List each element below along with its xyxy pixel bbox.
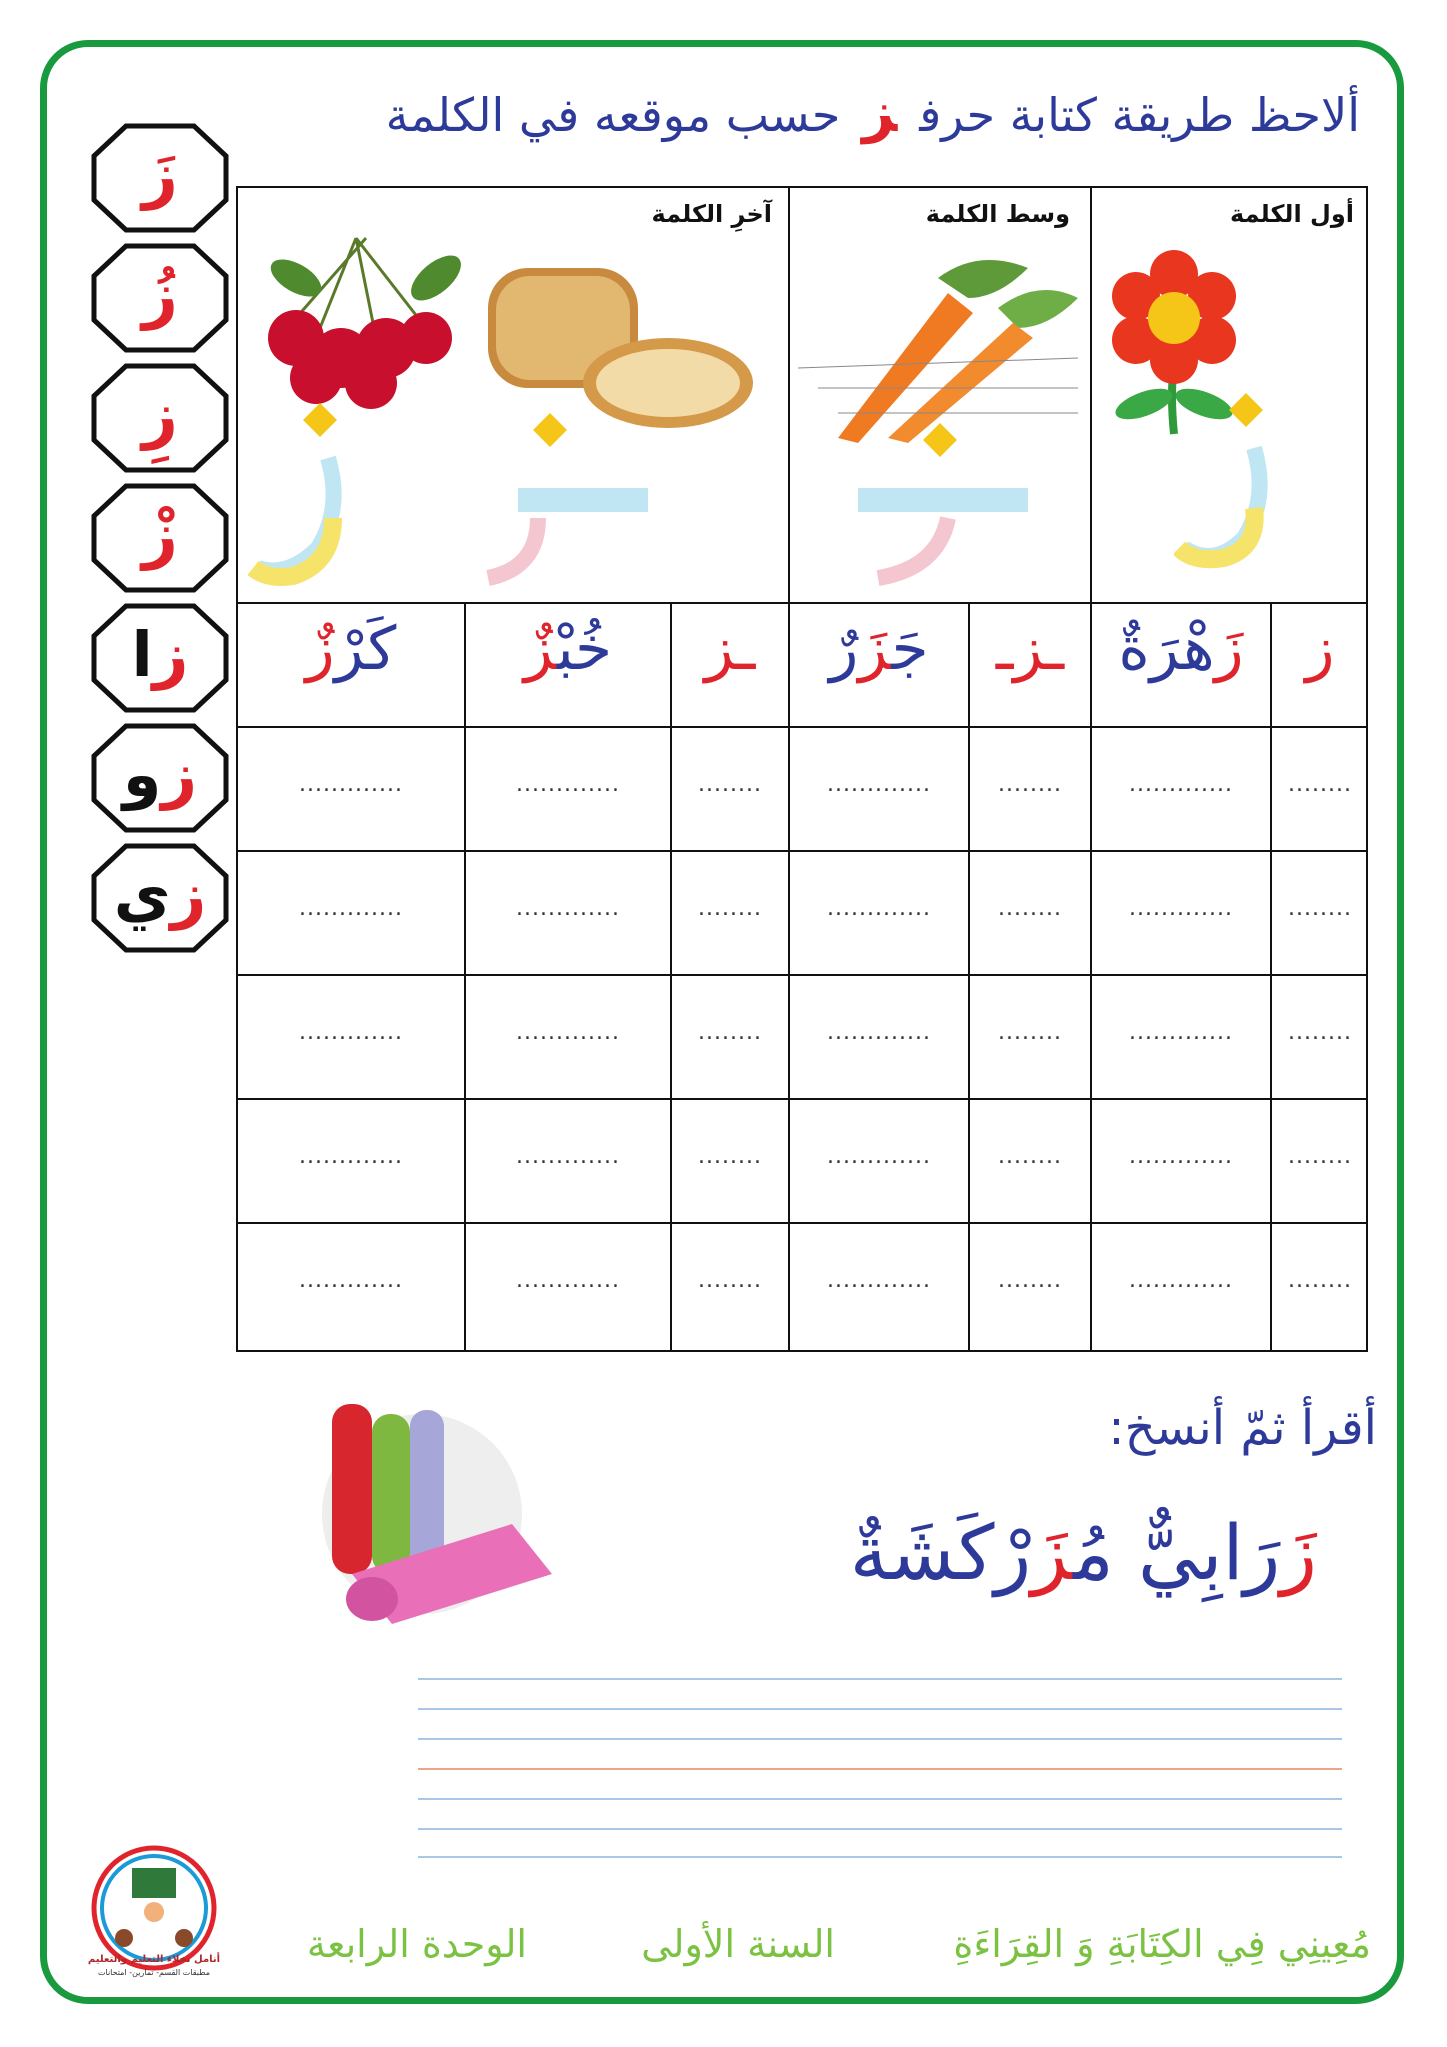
section-title-first: أول الكلمة xyxy=(1230,200,1354,228)
logo xyxy=(84,1842,224,1986)
writing-blank[interactable]: ............. xyxy=(516,1020,620,1045)
writing-blank[interactable]: ........ xyxy=(1288,1144,1352,1169)
footer-unit: الوحدة الرابعة xyxy=(306,1922,527,1966)
writing-blank[interactable]: ............. xyxy=(827,1268,931,1293)
guide-line xyxy=(418,1678,1342,1680)
cherries-image xyxy=(256,218,466,422)
octagon-letter: زِ xyxy=(142,378,178,451)
writing-blank[interactable]: ........ xyxy=(698,1144,762,1169)
guide-line xyxy=(418,1738,1342,1740)
word-part: زٌ xyxy=(523,614,557,684)
phrase-part: رَابِيٌّ مُ xyxy=(1073,1508,1281,1597)
word-part: ز xyxy=(1305,614,1335,684)
writing-blank[interactable]: ........ xyxy=(998,896,1062,921)
column-divider xyxy=(1270,602,1272,1352)
writing-blank[interactable]: ........ xyxy=(998,772,1062,797)
writing-blank[interactable]: ........ xyxy=(698,772,762,797)
word-letter-medial xyxy=(970,614,1090,684)
octagon-damma xyxy=(90,242,230,354)
writing-blank[interactable]: ........ xyxy=(1288,896,1352,921)
octagon-letter: ز xyxy=(170,858,207,931)
writing-blank[interactable]: ........ xyxy=(1288,772,1352,797)
row-divider xyxy=(238,1222,1366,1224)
section-divider xyxy=(788,188,790,602)
guide-line xyxy=(418,1708,1342,1710)
octagon-letter: ز xyxy=(152,618,189,691)
row-divider xyxy=(238,1098,1366,1100)
octagon-waw xyxy=(90,722,230,834)
writing-blank[interactable]: ........ xyxy=(998,1268,1062,1293)
carpets-image xyxy=(312,1394,562,1638)
octagon-rest: ي xyxy=(113,858,171,931)
writing-blank[interactable]: ............. xyxy=(1129,1268,1233,1293)
title-before: ألاحظ طريقة كتابة حرف xyxy=(919,88,1360,142)
column-divider xyxy=(968,602,970,1352)
octagon-rest: و xyxy=(122,738,162,811)
writing-blank[interactable]: ............. xyxy=(516,896,620,921)
column-divider xyxy=(1090,602,1092,1352)
octagon-letter: زَ xyxy=(142,138,178,211)
octagon-letter: ز xyxy=(161,738,198,811)
section-title-middle: وسط الكلمة xyxy=(925,200,1070,228)
logo-subtitle: مطبقات القسم- تمارين- امتحانات xyxy=(97,1968,211,1977)
octagon-sukun xyxy=(90,482,230,594)
copy-phrase xyxy=(850,1508,1317,1597)
writing-blank[interactable]: ............. xyxy=(516,1268,620,1293)
word-letter-isolated xyxy=(1272,614,1368,684)
octagon-text xyxy=(90,842,230,954)
column-divider xyxy=(670,602,672,1352)
row-divider xyxy=(238,850,1366,852)
footer-book-title: مُعِينِي فِي الكِتَابَةِ وَ القِرَاءَةِ xyxy=(953,1922,1371,1966)
writing-blank[interactable]: ........ xyxy=(998,1020,1062,1045)
writing-blank[interactable]: ............. xyxy=(1129,772,1233,797)
handwriting-lines[interactable] xyxy=(418,1678,1342,1858)
writing-blank[interactable]: ........ xyxy=(1288,1268,1352,1293)
writing-blank[interactable]: ............. xyxy=(1129,896,1233,921)
phrase-part: زَ xyxy=(1031,1508,1074,1597)
writing-blank[interactable]: ............. xyxy=(516,772,620,797)
octagon-rest: ا xyxy=(131,618,153,691)
writing-blank[interactable]: ............. xyxy=(299,1144,403,1169)
octagon-text xyxy=(90,722,230,834)
word-khubz xyxy=(466,614,670,684)
row-divider xyxy=(238,602,1366,604)
writing-blank[interactable]: ........ xyxy=(698,1020,762,1045)
writing-blank[interactable]: ........ xyxy=(698,1268,762,1293)
baseline xyxy=(418,1768,1342,1770)
writing-blank[interactable]: ............. xyxy=(1129,1020,1233,1045)
title-letter: ز xyxy=(862,80,898,145)
writing-blank[interactable]: ............. xyxy=(827,772,931,797)
word-part: ـزـ xyxy=(995,614,1065,684)
word-part: رٌ xyxy=(829,614,859,684)
word-karaz xyxy=(238,614,464,684)
writing-blank[interactable]: ............. xyxy=(827,1020,931,1045)
footer-year: السنة الأولى xyxy=(641,1922,835,1966)
writing-blank[interactable]: ........ xyxy=(1288,1020,1352,1045)
row-divider xyxy=(238,726,1366,728)
letter-form-final-isolated xyxy=(248,398,388,602)
writing-blank[interactable]: ........ xyxy=(698,896,762,921)
octagon-letter: زْ xyxy=(142,498,178,571)
letter-form-final-connected xyxy=(478,408,668,602)
instruction-text: أقرأ ثمّ أنسخ: xyxy=(1108,1400,1377,1456)
word-part: هْرَةٌ xyxy=(1118,614,1215,684)
word-part: كَرْ xyxy=(334,614,397,684)
phrase-part: رْكَشَةٌ xyxy=(849,1508,1032,1597)
logo-title: أنامل نخلاء التعليم والتعليم xyxy=(87,1954,221,1965)
octagon-ya xyxy=(90,842,230,954)
guide-line xyxy=(418,1798,1342,1800)
title-after: حسب موقعه في الكلمة xyxy=(385,88,841,142)
word-part: زَ xyxy=(858,614,892,684)
writing-blank[interactable]: ............. xyxy=(299,896,403,921)
letter-positions-table xyxy=(236,186,1368,1352)
writing-blank[interactable]: ............. xyxy=(1129,1144,1233,1169)
octagon-alif xyxy=(90,602,230,714)
section-title-last: آخرِ الكلمة xyxy=(651,200,772,228)
writing-blank[interactable]: ............. xyxy=(299,1268,403,1293)
writing-blank[interactable]: ............. xyxy=(827,1144,931,1169)
phrase-part: زَ xyxy=(1280,1508,1317,1597)
word-part: جَ xyxy=(891,614,929,684)
row-divider xyxy=(238,974,1366,976)
octagon-text xyxy=(90,602,230,714)
page-title xyxy=(250,80,1360,150)
word-jazar xyxy=(790,614,968,684)
column-divider xyxy=(788,602,790,1352)
writing-blank[interactable]: ............. xyxy=(299,772,403,797)
word-part: زَ xyxy=(1214,614,1244,684)
column-divider xyxy=(464,602,466,1352)
writing-blank[interactable]: ........ xyxy=(998,1144,1062,1169)
writing-blank[interactable]: ............. xyxy=(827,896,931,921)
writing-blank[interactable]: ............. xyxy=(516,1144,620,1169)
section-divider xyxy=(1090,188,1092,602)
octagon-fatha xyxy=(90,122,230,234)
writing-blank[interactable]: ............. xyxy=(299,1020,403,1045)
letter-form-initial xyxy=(1174,388,1294,592)
word-part: زٌ xyxy=(305,614,335,684)
guide-line xyxy=(418,1856,1342,1858)
octagon-kasra xyxy=(90,362,230,474)
word-part: خُبْ xyxy=(556,614,613,684)
word-zahra xyxy=(1092,614,1270,684)
guide-line xyxy=(418,1828,1342,1830)
octagon-letter: زُ xyxy=(142,258,178,331)
word-letter-final xyxy=(672,614,788,684)
word-part: ـز xyxy=(704,614,756,684)
letter-form-medial xyxy=(838,418,1038,602)
